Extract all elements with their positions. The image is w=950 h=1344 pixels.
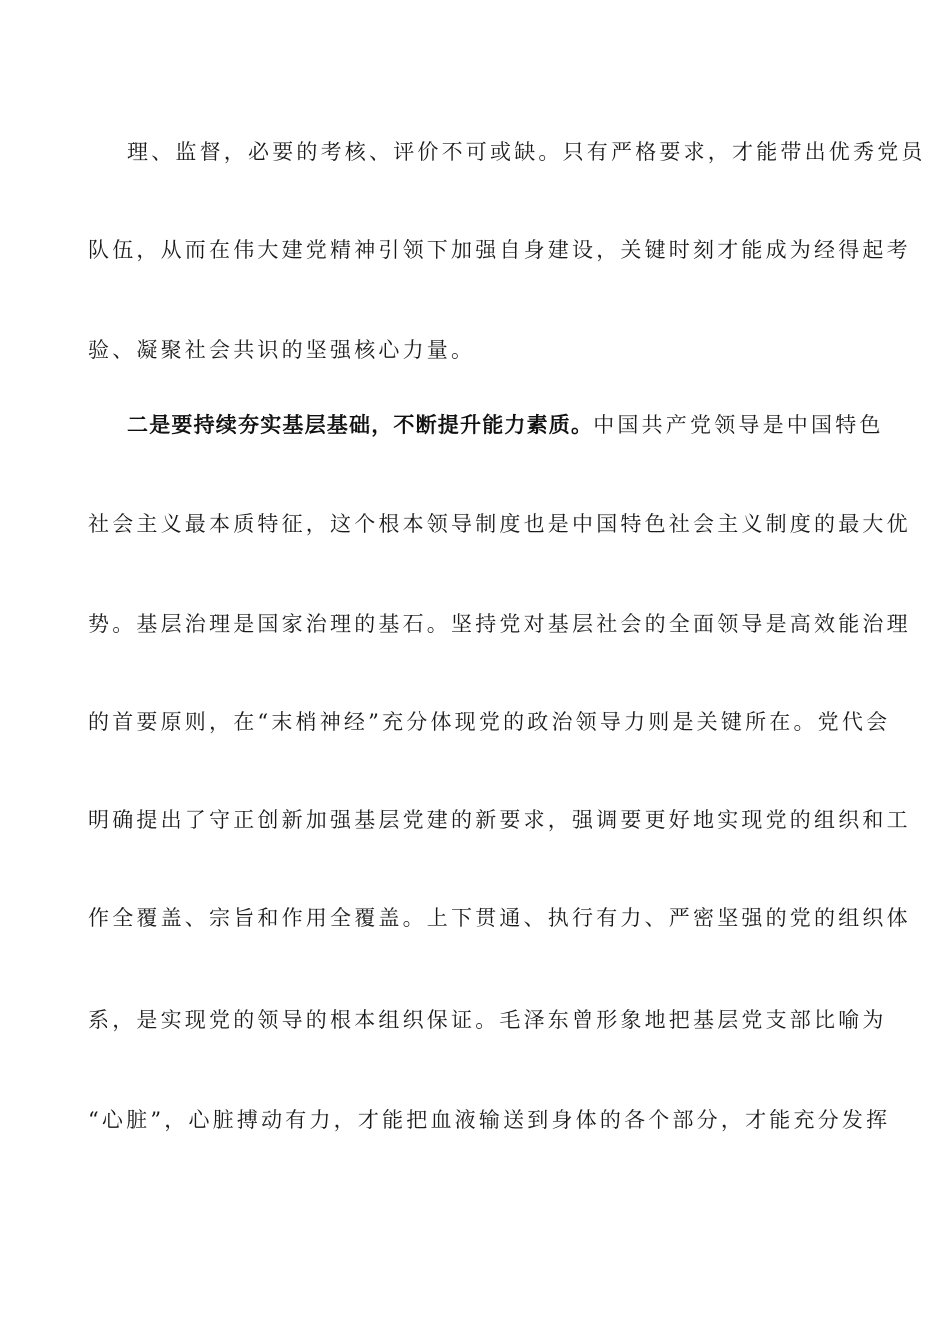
paragraph-line: 队伍，从而在伟大建党精神引领下加强自身建设，关键时刻才能成为经得起考	[88, 238, 911, 262]
paragraph-line: 明确提出了守正创新加强基层党建的新要求，强调要更好地实现党的组织和工	[88, 808, 911, 832]
paragraph-line: 的首要原则，在“末梢神经”充分体现党的政治领导力则是关键所在。党代会	[88, 710, 891, 734]
section-two-first-line	[127, 405, 884, 445]
paragraph-line: 验、凝聚社会共识的坚强核心力量。	[88, 338, 476, 362]
section-lead-text: 中国共产党领导是中国特色	[593, 413, 884, 437]
paragraph-line: 势。基层治理是国家治理的基石。坚持党对基层社会的全面领导是高效能治理	[88, 612, 911, 636]
paragraph-line: “心脏”，心脏搏动有力，才能把血液输送到身体的各个部分，才能充分发挥	[88, 1108, 891, 1132]
paragraph-line: 作全覆盖、宗旨和作用全覆盖。上下贯通、执行有力、严密坚强的党的组织体	[88, 906, 911, 930]
paragraph-line: 社会主义最本质特征，这个根本领导制度也是中国特色社会主义制度的最大优	[88, 512, 911, 536]
paragraph-line: 理、监督，必要的考核、评价不可或缺。只有严格要求，才能带出优秀党员	[127, 140, 926, 164]
paragraph-line: 系，是实现党的领导的根本组织保证。毛泽东曾形象地把基层党支部比喻为	[88, 1008, 887, 1032]
section-heading: 二是要持续夯实基层基础，不断提升能力素质。	[127, 413, 594, 437]
